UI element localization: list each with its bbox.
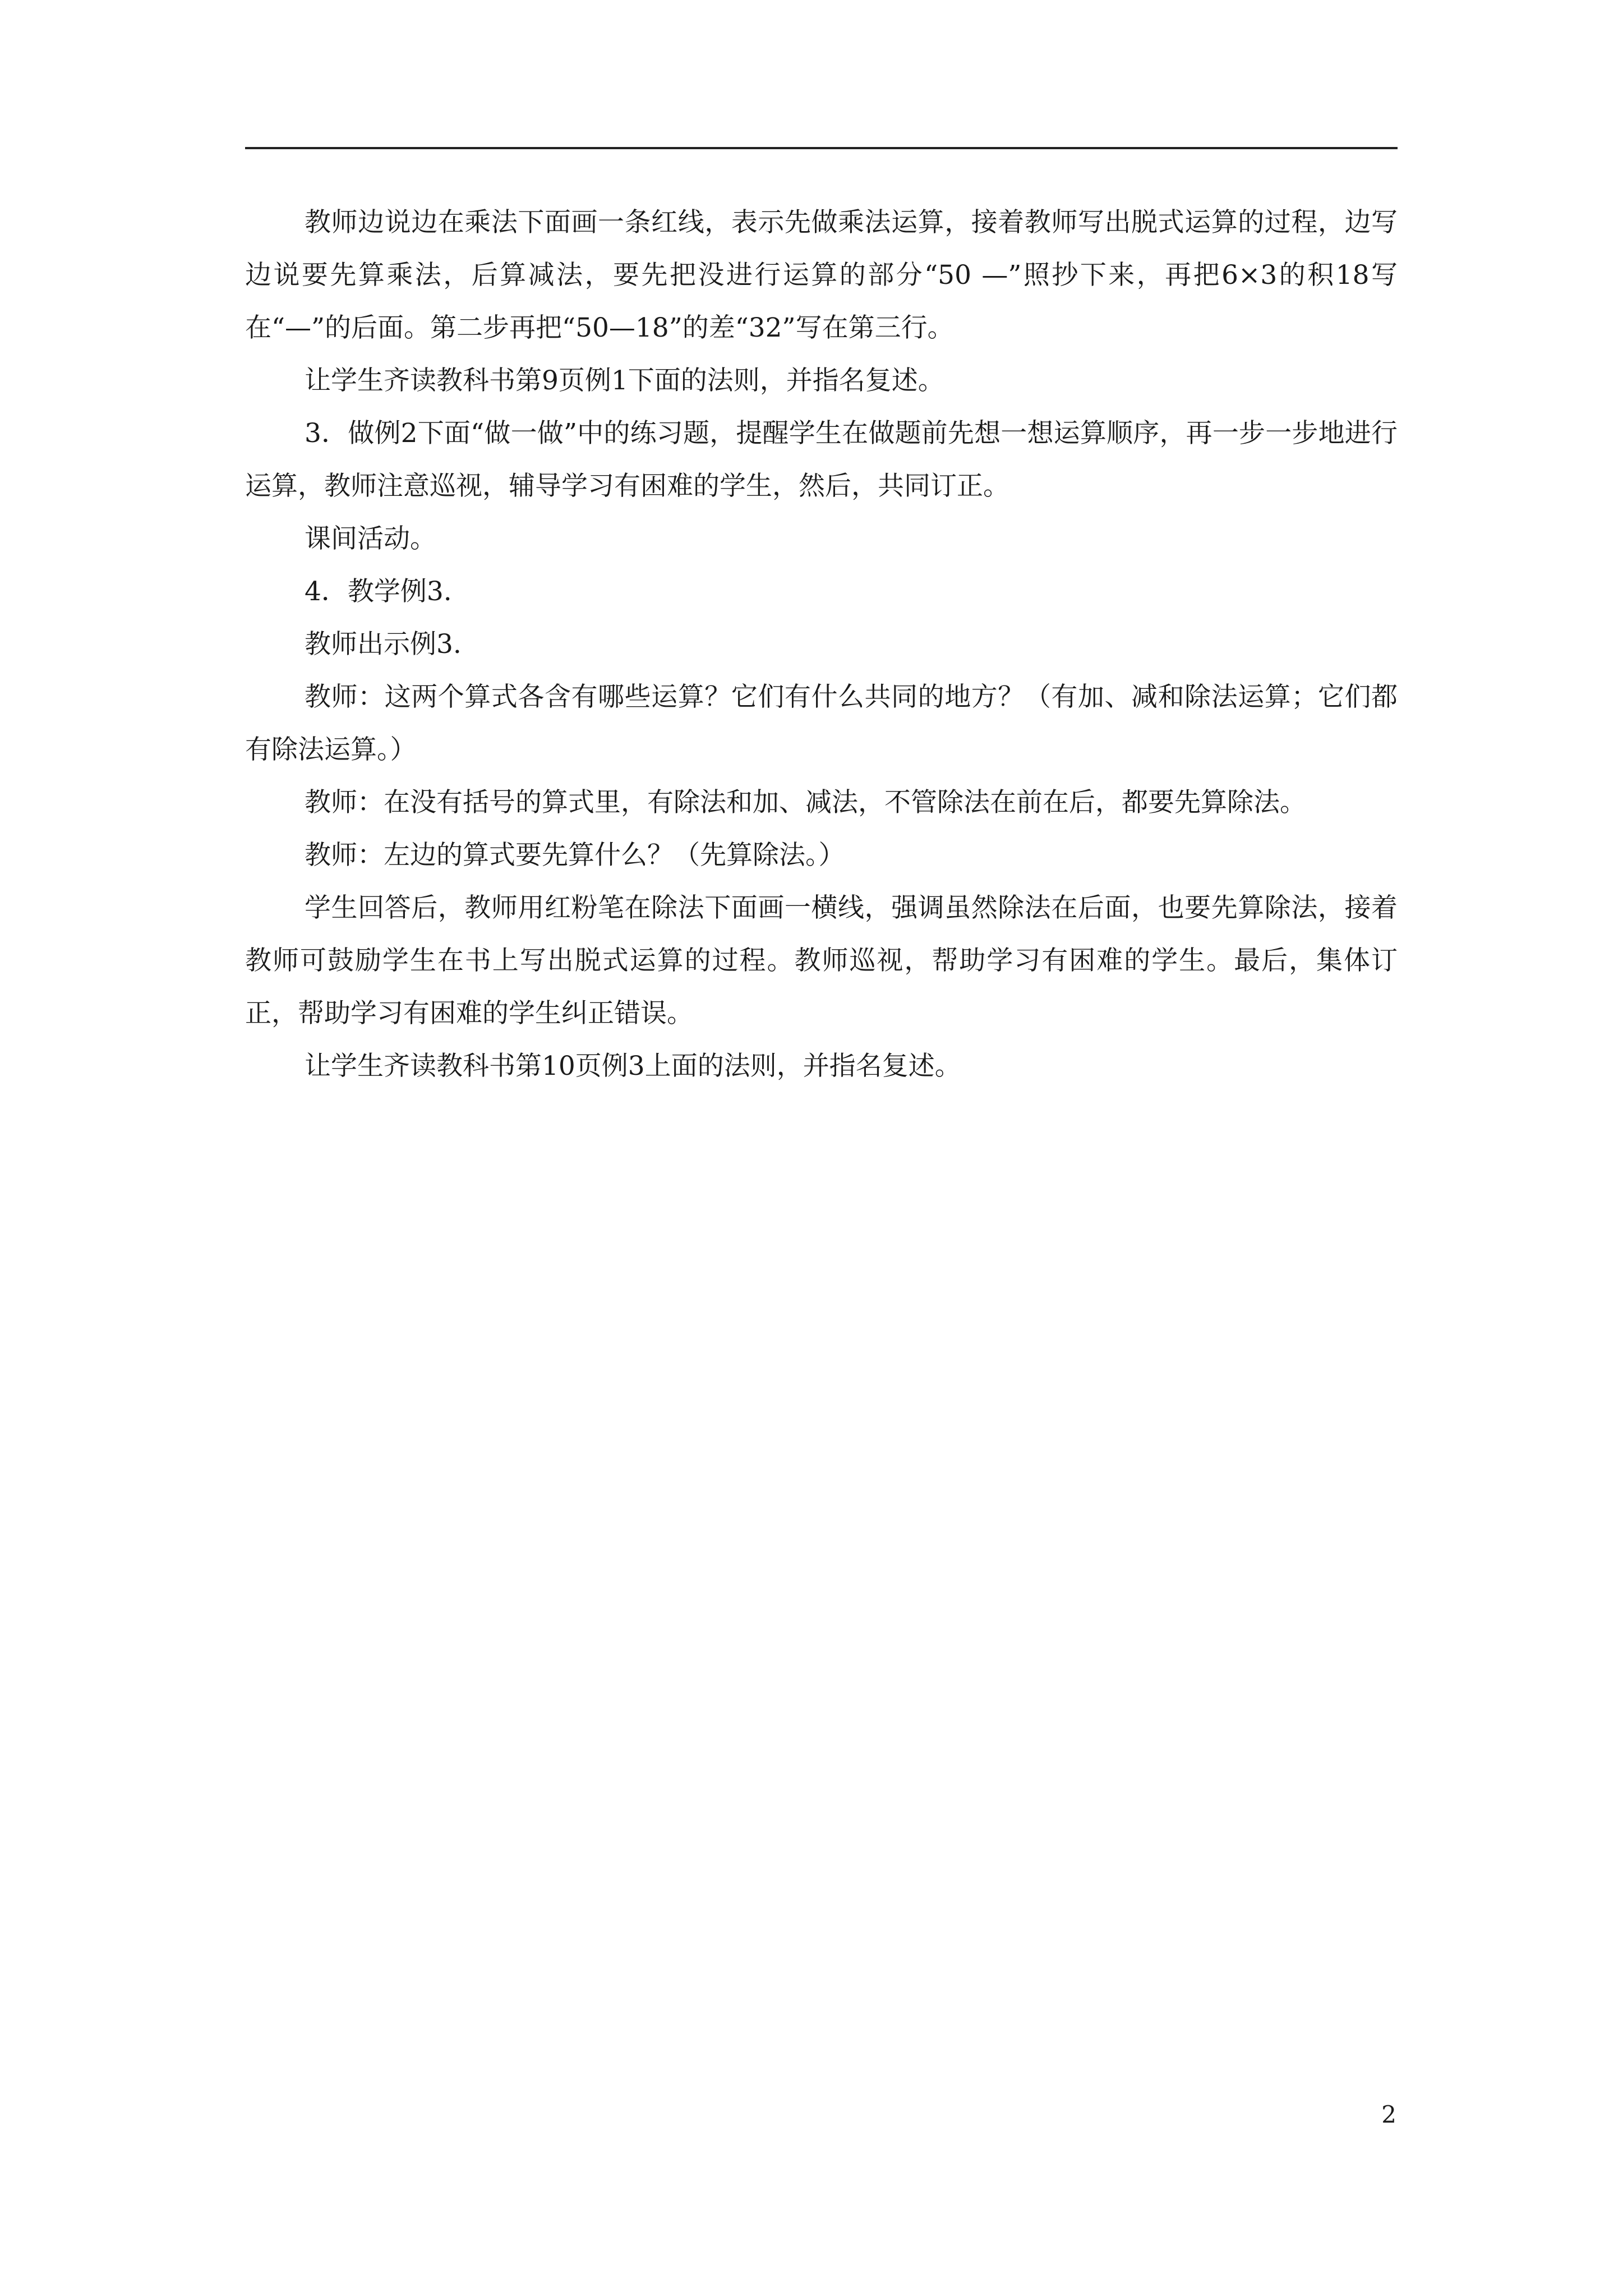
paragraph-exercise-example-2: 3．做例2下面“做一做”中的练习题，提醒学生在做题前先想一想运算顺序，再一步一步地进行运算，教师注意巡视，辅导学习有困难的学生，然后，共同订正。 (245, 418, 1398, 501)
paragraph-teacher-question-left: 教师：左边的算式要先算什么？（先算除法。） (305, 840, 845, 871)
paragraph-teacher-question-operations: 教师：这两个算式各含有哪些运算？它们有什么共同的地方？（有加、减和除法运算；它们都有除法运算。） (245, 682, 1398, 765)
page-number: 2 (1381, 2101, 1396, 2128)
paragraph-read-rule-example-3: 让学生齐读教科书第10页例3上面的法则，并指名复述。 (305, 1051, 961, 1082)
paragraph-teach-example-3: 4．教学例3. (305, 576, 452, 607)
header-rule (245, 147, 1398, 149)
paragraph-break-activity: 课间活动。 (305, 523, 436, 554)
paragraph-read-rule-example-1: 让学生齐读教科书第9页例1下面的法则，并指名复述。 (305, 365, 944, 396)
paragraph-teacher-rule-division: 教师：在没有括号的算式里，有除法和加、减法，不管除法在前在后，都要先算除法。 (305, 787, 1306, 818)
paragraph-show-example-3: 教师出示例3. (305, 629, 462, 660)
paragraph-teacher-explains-multiplication: 教师边说边在乘法下面画一条红线，表示先做乘法运算，接着教师写出脱式运算的过程，边写边说要先算乘法，后算减法，要先把没进行运算的部分“50 —”照抄下来，再把6×3的积18写在“—”的后面。第二步再把“50—18”的差“32”写在第三行。 (245, 207, 1398, 343)
paragraph-student-answer: 学生回答后，教师用红粉笔在除法下面画一横线，强调虽然除法在后面，也要先算除法，接着教师可鼓励学生在书上写出脱式运算的过程。教师巡视，帮助学习有困难的学生。最后，集体订正，帮助学习有困难的学生纠正错误。 (245, 892, 1398, 1029)
page-body (245, 196, 1398, 1093)
